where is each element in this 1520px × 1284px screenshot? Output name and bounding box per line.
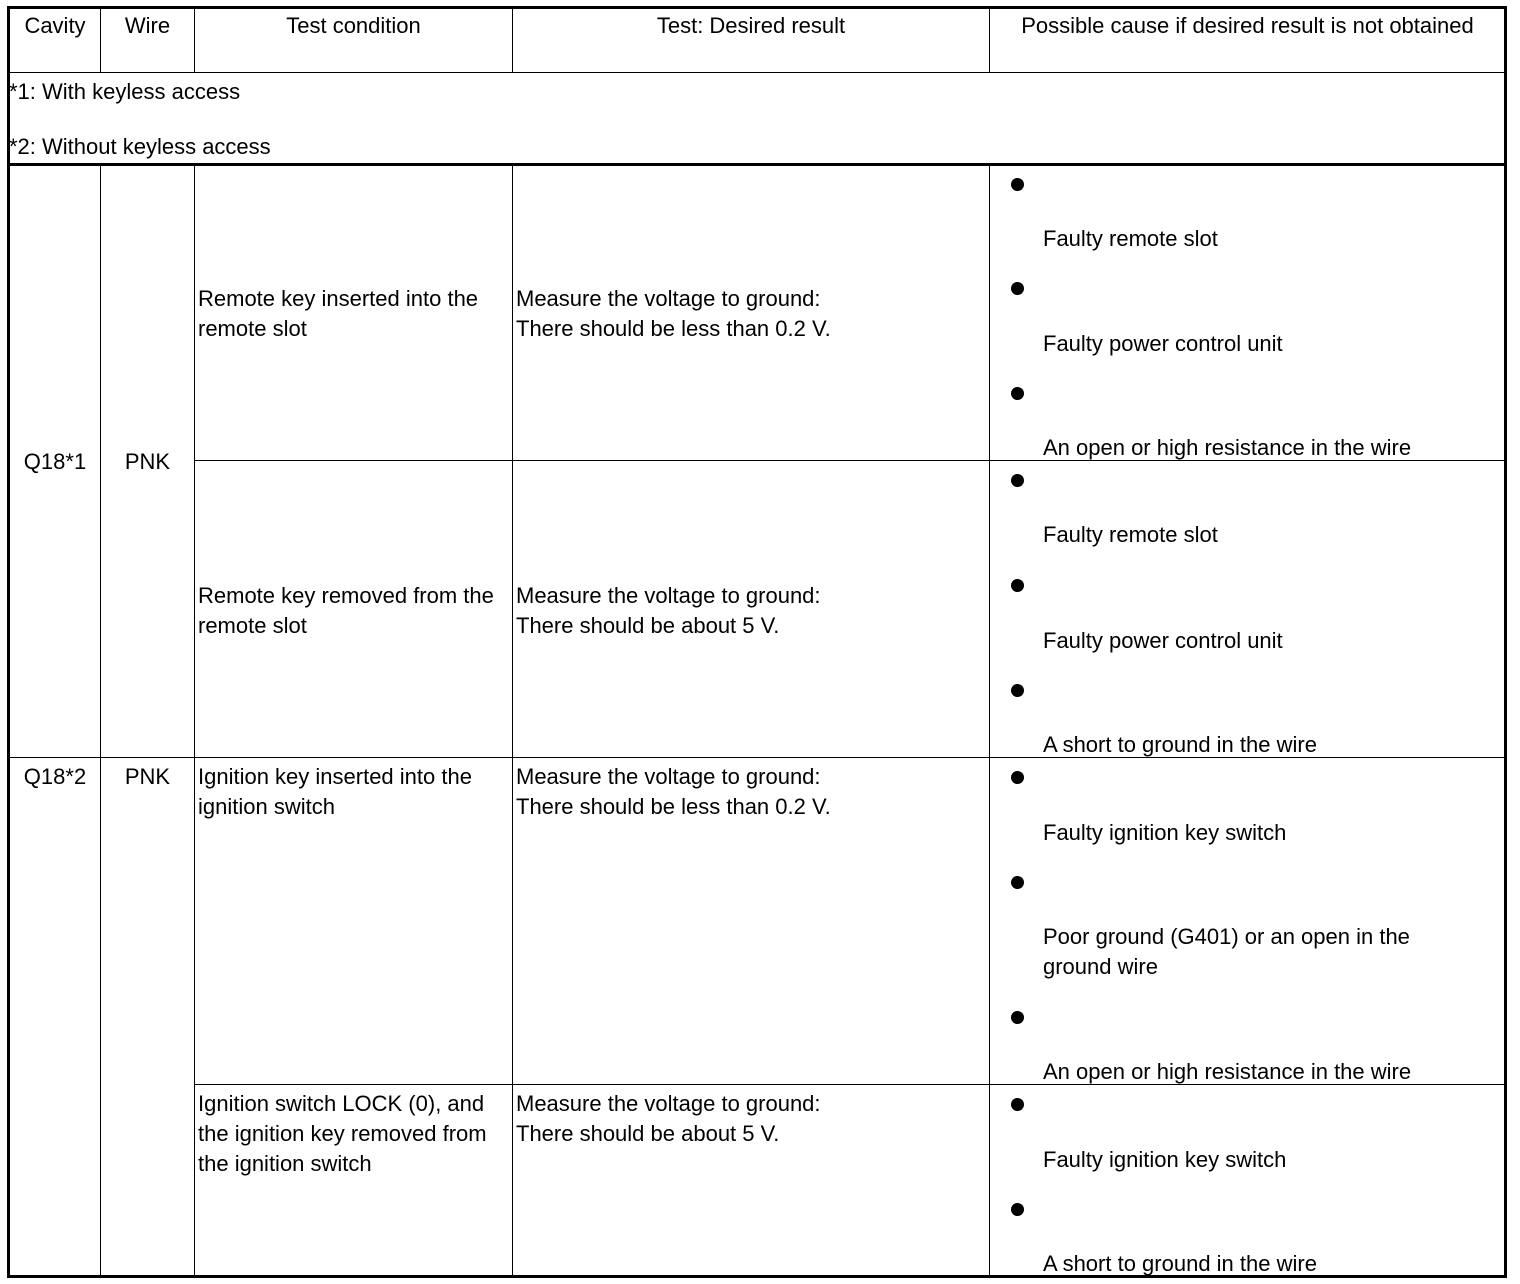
bullet-icon bbox=[1011, 579, 1024, 592]
bullet-icon bbox=[1011, 282, 1024, 295]
cavity-q18-2: Q18*2 bbox=[23, 764, 87, 789]
cause-row-2-2: Faulty power control unit bbox=[1043, 628, 1283, 653]
header-test-condition: Test condition bbox=[286, 13, 421, 38]
header-possible-cause: Possible cause if desired result is not obtained bbox=[1021, 13, 1474, 38]
condition-row-4: Ignition switch LOCK (0), and the ignition key removed from the ignition switch bbox=[198, 1091, 487, 1176]
wire-q18-2: PNK bbox=[124, 764, 171, 789]
bullet-icon bbox=[1011, 1203, 1024, 1216]
col-divider-4-body bbox=[989, 165, 990, 1277]
bullet-icon bbox=[1011, 771, 1024, 784]
bullet-icon bbox=[1011, 1011, 1024, 1024]
cause-row-3-3: An open or high resistance in the wire bbox=[1043, 1059, 1412, 1084]
header-wire: Wire bbox=[124, 13, 171, 38]
result-row-4: Measure the voltage to ground: There should be about 5 V. bbox=[516, 1091, 821, 1146]
notes-divider bbox=[7, 163, 1507, 166]
cause-row-2-1: Faulty remote slot bbox=[1043, 522, 1218, 547]
header-divider bbox=[7, 72, 1507, 73]
bullet-icon bbox=[1011, 387, 1024, 400]
cavity-q18-1: Q18*1 bbox=[23, 449, 87, 474]
condition-row-3: Ignition key inserted into the ignition switch bbox=[198, 764, 472, 819]
cause-row-1-3: An open or high resistance in the wire bbox=[1043, 435, 1412, 460]
header-cavity: Cavity bbox=[24, 13, 86, 38]
col-divider-3-body bbox=[512, 165, 513, 1277]
note-no-keyless: *2: Without keyless access bbox=[9, 134, 271, 159]
header-desired-result: Test: Desired result bbox=[656, 13, 846, 38]
bullet-icon bbox=[1011, 876, 1024, 889]
wire-q18-1: PNK bbox=[124, 449, 171, 474]
col-divider-1-body bbox=[100, 165, 101, 1277]
col-divider-2-body bbox=[194, 165, 195, 1277]
bullet-icon bbox=[1011, 474, 1024, 487]
note-keyless: *1: With keyless access bbox=[9, 79, 241, 104]
bullet-icon bbox=[1011, 178, 1024, 191]
condition-row-2: Remote key removed from the remote slot bbox=[198, 583, 494, 638]
result-row-2: Measure the voltage to ground: There should be about 5 V. bbox=[516, 583, 821, 638]
bullet-icon bbox=[1011, 684, 1024, 697]
cause-row-1-1: Faulty remote slot bbox=[1043, 226, 1218, 251]
condition-row-1: Remote key inserted into the remote slot bbox=[198, 286, 479, 341]
result-row-1: Measure the voltage to ground: There should be less than 0.2 V. bbox=[516, 286, 831, 341]
cause-row-3-1: Faulty ignition key switch bbox=[1043, 820, 1287, 845]
cause-row-4-1: Faulty ignition key switch bbox=[1043, 1147, 1287, 1172]
result-row-3: Measure the voltage to ground: There should be less than 0.2 V. bbox=[516, 764, 831, 819]
cause-row-1-2: Faulty power control unit bbox=[1043, 331, 1283, 356]
cause-row-3-2: Poor ground (G401) or an open in the ground wire bbox=[1043, 924, 1410, 979]
cause-row-4-2: A short to ground in the wire bbox=[1043, 1251, 1317, 1276]
bullet-icon bbox=[1011, 1098, 1024, 1111]
cause-row-2-3: A short to ground in the wire bbox=[1043, 732, 1317, 757]
col-divider-4 bbox=[989, 6, 990, 73]
